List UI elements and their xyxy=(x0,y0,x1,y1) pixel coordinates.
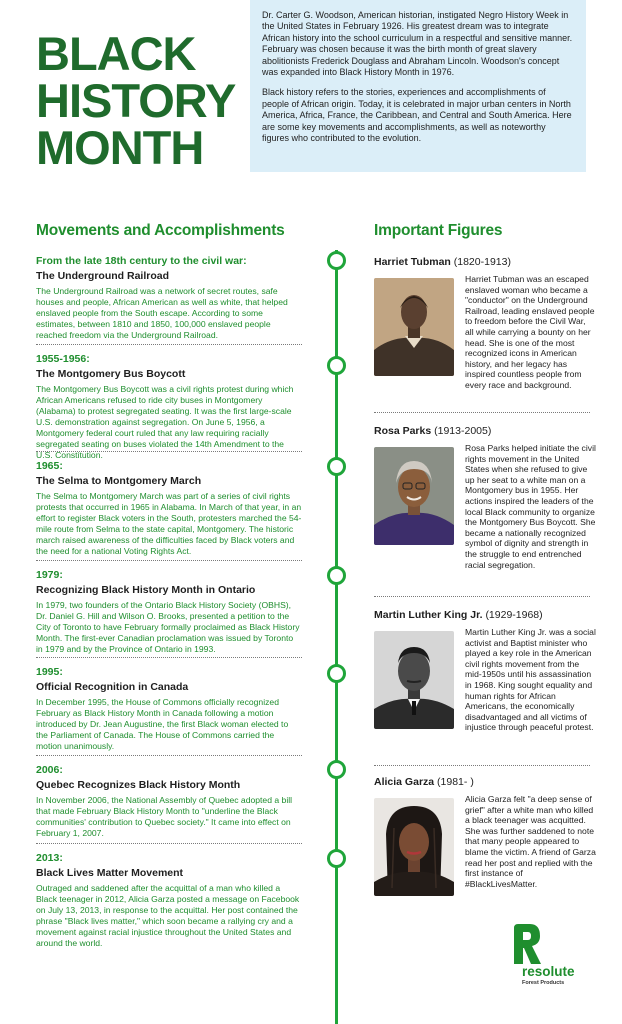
divider xyxy=(36,560,302,561)
figures-heading: Important Figures xyxy=(374,222,503,239)
divider xyxy=(374,765,590,766)
event-description: In December 1995, the House of Commons officially recognized February as Black History Month in Canada following a motion introduced by Dr. Jean Augustine, the first Black woman elected to the Parliament of Canada. The House of Commons carried the motion unanimously. xyxy=(36,697,289,751)
event-description: The Montgomery Bus Boycott was a civil rights protest during which African Americans refused to ride city buses in Montgomery (Alabama) to protest segregated seating. It was the first large-scale U.S. demonstration against segregation. On June 5, 1956, a Montgomery federal court ruled that any law requiring racially segregated seating on buses violated the 14th Amendment to the U.S. Constitution. xyxy=(36,384,294,460)
divider xyxy=(36,755,302,756)
logo-wordmark: resolute xyxy=(522,964,575,979)
event-selma-march xyxy=(36,460,302,557)
figure-name xyxy=(374,256,596,269)
figure-name-text: Rosa Parks xyxy=(374,425,432,437)
intro-box xyxy=(250,0,586,172)
divider xyxy=(374,412,590,413)
figure-alicia-garza xyxy=(374,776,596,889)
figure-years: (1913-2005) xyxy=(434,425,492,437)
figure-years: (1981- ) xyxy=(437,776,474,788)
event-date: 2013: xyxy=(36,852,63,864)
divider xyxy=(374,596,590,597)
portrait-photo xyxy=(374,278,454,376)
title-line-2: HISTORY xyxy=(36,74,236,127)
event-underground-railroad xyxy=(36,255,302,341)
figure-name xyxy=(374,609,596,622)
figure-name xyxy=(374,425,596,438)
event-title: The Selma to Montgomery March xyxy=(36,475,202,487)
intro-paragraph-2: Black history refers to the stories, experiences and accomplishments of people of African origin. Today, it is celebrated in major urban centers in North America, Africa, France, the Caribbean, and Central and South America. Here are some key movements and accomplishments, as well as noteworthy figures who contributed to the evolution. xyxy=(262,87,572,144)
timeline-node xyxy=(327,760,346,779)
figure-description: Harriet Tubman was an escaped enslaved woman who became a "conductor" on the Underground Railroad, leading enslaved people to freedom before the Civil War, all while carrying a bounty on her head. She is one of the most recognized icons in American history, and her legacy has inspired countless people from every race and background. xyxy=(465,274,595,390)
figure-years: (1820-1913) xyxy=(453,256,511,268)
event-date: From the late 18th century to the civil war: xyxy=(36,255,247,267)
event-description: In November 2006, the National Assembly of Quebec adopted a bill that made February Black History Month to "underline the Black communities' contribution to Quebec society." It came into effect on February 1, 2007. xyxy=(36,795,293,838)
figure-description: Alicia Garza felt "a deep sense of grief" after a white man who killed a black teenager was acquitted. She was further saddened to note that many people appeared to blame the victim. A friend of Garza read her post and replied with the first instance of #BlackLivesMatter. xyxy=(465,794,596,889)
resolute-logo xyxy=(508,924,598,994)
resolute-r-icon xyxy=(512,924,542,964)
event-description: The Underground Railroad was a network of secret routes, safe houses and people, African American as well as white, that helped enslaved people from the South escape. According to some estimates, between 1810 and 1850, 100,000 enslaved people reached freedom via the Underground Railroad. xyxy=(36,286,288,340)
timeline-node xyxy=(327,251,346,270)
event-date: 1979: xyxy=(36,569,63,581)
divider xyxy=(36,344,302,345)
event-description: The Selma to Montgomery March was part of a series of civil rights protests that occurred in 1965 in Alabama. In March of that year, in an effort to register Black voters in the South, protesters marched the 54-mile route from Selma to the state capital, Montgomery. The historic march raised awareness of the difficulties faced by Black voters and the need for a national Voting Rights Act. xyxy=(36,491,302,556)
timeline-node xyxy=(327,566,346,585)
event-black-lives-matter xyxy=(36,852,302,949)
event-canada-recognition xyxy=(36,666,302,752)
event-title: Black Lives Matter Movement xyxy=(36,867,184,879)
timeline-node xyxy=(327,664,346,683)
figure-description: Rosa Parks helped initiate the civil rights movement in the United States when she refused to give up her seat to a white man on a Montgomery bus in 1955. Her actions inspired the leaders of the local Black community to organize the Montgomery Bus Boycott. She became a nationally recognized symbol of dignity and strength in the struggle to end entrenched racial segregation. xyxy=(465,443,596,570)
figure-name-text: Harriet Tubman xyxy=(374,256,451,268)
intro-paragraph-1: Dr. Carter G. Woodson, American historian, instigated Negro History Week in the United States in February 1926. His greatest dream was to integrate African history into the school curriculum in a respectful and sensitive manner. February was chosen because it was the birth month of great slavery abolitionists Frederick Douglass and Abraham Lincoln. Woodson's concept was expanded into Black History Month in 1976. xyxy=(262,10,573,78)
figure-harriet-tubman xyxy=(374,256,596,391)
event-title: Quebec Recognizes Black History Month xyxy=(36,779,241,791)
figure-martin-luther-king xyxy=(374,609,596,733)
timeline-node xyxy=(327,849,346,868)
event-montgomery-bus-boycott xyxy=(36,353,302,461)
title-line-1: BLACK xyxy=(36,27,196,80)
page-title xyxy=(36,27,236,174)
event-date: 2006: xyxy=(36,764,63,776)
divider xyxy=(36,451,302,452)
event-title: The Montgomery Bus Boycott xyxy=(36,368,186,380)
event-description: Outraged and saddened after the acquittal of a man who killed a Black teenager in 2012, Alicia Garza posted a message on Facebook on July 13, 2013, in response to the acquittal. Her post contained the phrase "Black lives matter," which soon became a rallying cry and a movement against racial injustice throughout the United States and around the world. xyxy=(36,883,300,948)
figure-name xyxy=(374,776,596,789)
event-date: 1995: xyxy=(36,666,63,678)
event-title: Official Recognition in Canada xyxy=(36,681,189,693)
divider xyxy=(36,657,302,658)
event-description: In 1979, two founders of the Ontario Black History Society (OBHS), Dr. Daniel G. Hill and Wilson O. Brooks, presented a petition to the City of Toronto to have February formally proclaimed as Black History Month. The first-ever Canadian proclamation was issued by Toronto in 1979 and by the Province of Ontario in 1993. xyxy=(36,600,300,654)
event-title: Recognizing Black History Month in Ontario xyxy=(36,584,256,596)
figure-description: Martin Luther King Jr. was a social activist and Baptist minister who played a key role in the American civil rights movement from the mid-1950s until his assassination in 1968. King sought equality and human rights for African Americans, the economically disadvantaged and all victims of injustice through peaceful protest. xyxy=(465,627,596,733)
event-date: 1955-1956: xyxy=(36,353,90,365)
timeline-node xyxy=(327,457,346,476)
portrait-photo xyxy=(374,798,454,896)
portrait-photo xyxy=(374,631,454,729)
figure-rosa-parks xyxy=(374,425,596,570)
logo-subtitle: Forest Products xyxy=(522,980,565,986)
timeline-node xyxy=(327,356,346,375)
movements-heading: Movements and Accomplishments xyxy=(36,222,285,239)
event-title: The Underground Railroad xyxy=(36,270,170,282)
event-date: 1965: xyxy=(36,460,63,472)
figure-name-text: Alicia Garza xyxy=(374,776,435,788)
title-line-3: MONTH xyxy=(36,121,204,174)
figure-years: (1929-1968) xyxy=(485,609,543,621)
event-ontario-recognition xyxy=(36,569,302,655)
portrait-photo xyxy=(374,447,454,545)
divider xyxy=(36,843,302,844)
event-quebec-recognition xyxy=(36,764,302,839)
figure-name-text: Martin Luther King Jr. xyxy=(374,609,483,621)
